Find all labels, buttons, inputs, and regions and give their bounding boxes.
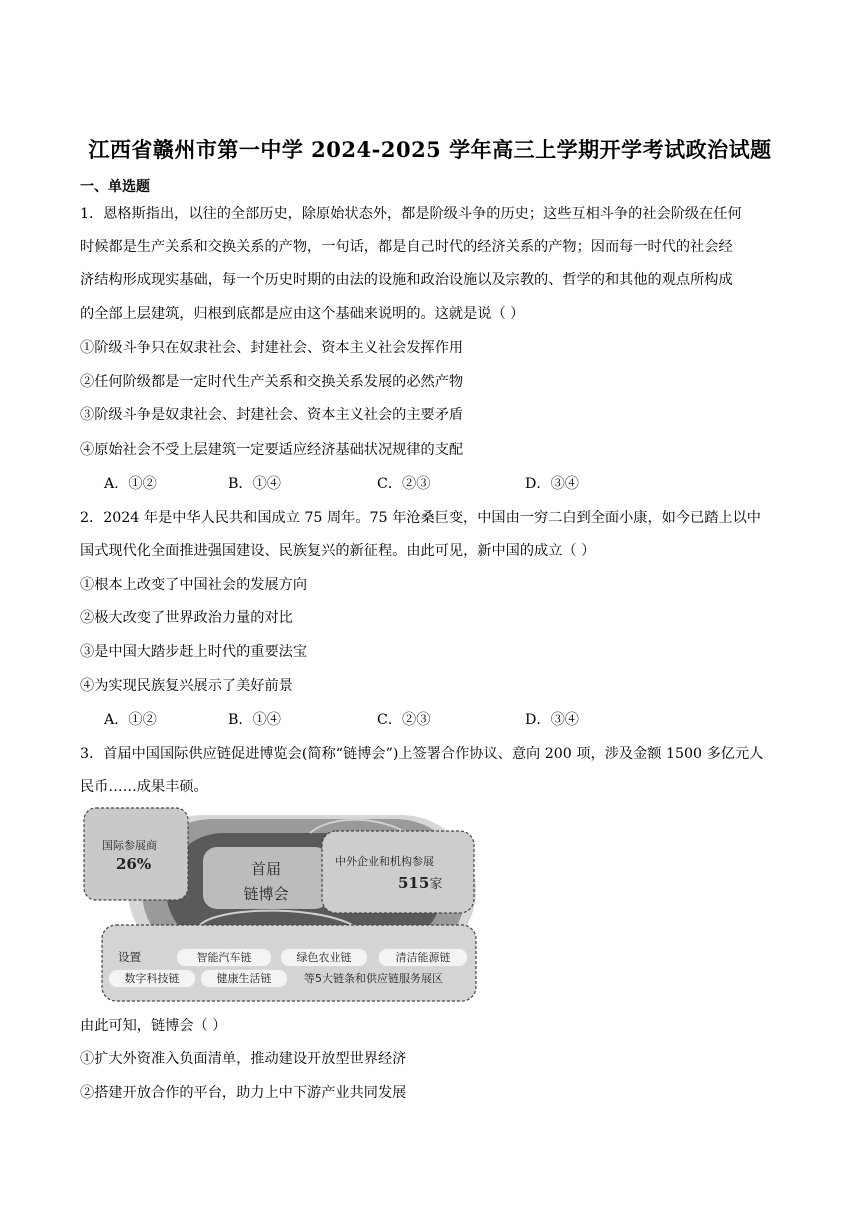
q1-statement: ③阶级斗争是奴隶社会、封建社会、资本主义社会的主要矛盾 — [80, 407, 464, 423]
chains-suffix: 等5大链条和供应链服务展区 — [304, 972, 443, 985]
q1-statement: ④原始社会不受上层建筑一定要适应经济基础状况规律的支配 — [80, 442, 464, 458]
q3-after-line: 由此可知，链博会（ ） — [80, 1018, 227, 1034]
right-box-number: 515 — [398, 874, 430, 892]
center-line-2: 链博会 — [243, 885, 289, 903]
q2-option-d[interactable]: D．③④ — [525, 712, 579, 728]
q2-stem-line: 国式现代化全面推进强国建设、民族复兴的新征程。由此可见，新中国的成立（ ） — [80, 543, 596, 559]
q2-statement: ④为实现民族复兴展示了美好前景 — [80, 678, 293, 694]
left-stat-box — [84, 808, 188, 900]
q1-stem-line: 的全部上层建筑，归根到底都是应由这个基础来说明的。这就是说（ ） — [80, 306, 525, 322]
chain-pill: 数字科技链 — [108, 969, 196, 988]
exam-title: 江西省赣州市第一中学 2024-2025 学年高三上学期开学考试政治试题 — [88, 137, 772, 162]
chain-pill: 健康生活链 — [200, 969, 288, 988]
setup-label: 设置 — [118, 950, 141, 964]
q2-option-b[interactable]: B．①④ — [228, 712, 281, 728]
right-box-unit: 家 — [429, 877, 443, 892]
q1-statement: ①阶级斗争只在奴隶社会、封建社会、资本主义社会发挥作用 — [80, 340, 464, 356]
chain-pill: 智能汽车链 — [176, 948, 272, 967]
section-heading: 一、单选题 — [80, 179, 150, 195]
right-box-label: 中外企业和机构参展 — [335, 855, 434, 868]
q2-statement: ②极大改变了世界政治力量的对比 — [80, 610, 293, 626]
left-box-value: 26% — [116, 855, 152, 873]
q1-stem-line: 时候都是生产关系和交换关系的产物，一句话，都是自己时代的经济关系的产物；因而每一时代的社会经 — [80, 239, 733, 255]
chain-pill: 绿色农业链 — [280, 948, 368, 967]
left-box-label: 国际参展商 — [102, 839, 157, 852]
q3-statement: ②搭建开放合作的平台，助力上中下游产业共同发展 — [80, 1085, 407, 1101]
right-stat-box — [322, 831, 474, 913]
expo-infographic — [80, 805, 480, 1007]
q1-option-a[interactable]: A．①② — [104, 476, 157, 492]
q1-stem-line: 济结构形成现实基础，每一个历史时期的由法的设施和政治设施以及宗教的、哲学的和其他的观点所构成 — [80, 272, 733, 288]
q1-stem-line: 1．恩格斯指出，以往的全部历史，除原始状态外，都是阶级斗争的历史；这些互相斗争的社会阶级在任何 — [80, 206, 742, 222]
q2-stem-line: 2．2024 年是中华人民共和国成立 75 周年。75 年沧桑巨变，中国由一穷二白到全面小康，如今已踏上以中 — [80, 510, 761, 526]
q1-option-b[interactable]: B．①④ — [228, 476, 281, 492]
q2-statement: ③是中国大踏步赶上时代的重要法宝 — [80, 644, 308, 660]
q3-statement: ①扩大外资准入负面清单，推动建设开放型世界经济 — [80, 1051, 407, 1067]
q1-option-c[interactable]: C．②③ — [377, 476, 431, 492]
q2-option-a[interactable]: A．①② — [104, 712, 157, 728]
q2-statement: ①根本上改变了中国社会的发展方向 — [80, 577, 308, 593]
q2-option-c[interactable]: C．②③ — [377, 712, 431, 728]
q1-option-d[interactable]: D．③④ — [525, 476, 579, 492]
chain-pill: 清洁能源链 — [378, 948, 468, 967]
q3-stem-line: 3．首届中国国际供应链促进博览会(简称“链博会”)上签署合作协议、意向 200 项，涉及金额 1500 多亿元人 — [80, 746, 764, 762]
q3-stem-line: 民币……成果丰硕。 — [80, 779, 208, 795]
q1-statement: ②任何阶级都是一定时代生产关系和交换关系发展的必然产物 — [80, 374, 464, 390]
center-line-1: 首届 — [250, 860, 281, 878]
right-box-value — [398, 873, 442, 892]
